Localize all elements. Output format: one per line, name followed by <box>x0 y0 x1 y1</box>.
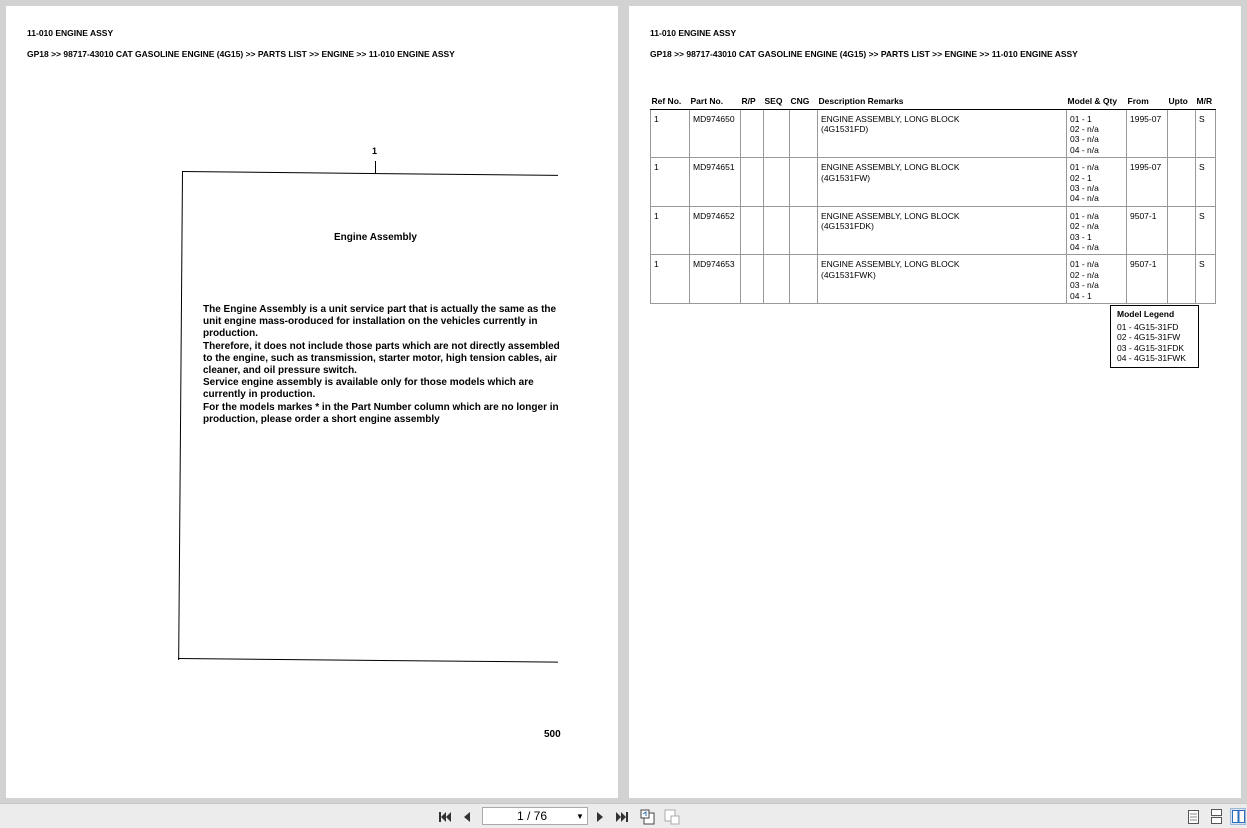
cell-model-qty: 01 - n/a 02 - n/a 03 - n/a 04 - 1 <box>1067 255 1127 304</box>
legend-item: 04 - 4G15-31FWK <box>1117 353 1186 363</box>
cell-mr: S <box>1196 255 1216 304</box>
cell-description: ENGINE ASSEMBLY, LONG BLOCK (4G1531FW) <box>818 158 1067 207</box>
left-page <box>6 6 618 798</box>
cell-seq <box>764 109 790 158</box>
legend-item: 02 - 4G15-31FW <box>1117 332 1181 342</box>
last-page-icon <box>615 811 629 823</box>
page-selector[interactable] <box>482 807 588 825</box>
cell-rp <box>741 158 764 207</box>
cell-rp <box>741 255 764 304</box>
cell-ref-no: 1 <box>651 255 690 304</box>
table-row[interactable] <box>651 206 1216 255</box>
cell-seq <box>764 255 790 304</box>
cell-mr: S <box>1196 109 1216 158</box>
right-page <box>629 6 1241 798</box>
go-forward-button[interactable] <box>663 808 681 825</box>
go-forward-icon <box>664 809 680 825</box>
cell-upto <box>1168 158 1196 207</box>
cell-mr: S <box>1196 158 1216 207</box>
legend-title: Model Legend <box>1117 309 1175 319</box>
model-legend <box>1110 305 1199 368</box>
prev-page-button[interactable] <box>460 808 474 825</box>
col-part-no: Part No. <box>690 93 741 109</box>
cell-rp <box>741 109 764 158</box>
cell-cng <box>790 158 818 207</box>
cell-from: 9507-1 <box>1127 206 1168 255</box>
cell-description: ENGINE ASSEMBLY, LONG BLOCK (4G1531FD) <box>818 109 1067 158</box>
go-back-icon <box>640 809 656 825</box>
cell-model-qty: 01 - n/a 02 - 1 03 - n/a 04 - n/a <box>1067 158 1127 207</box>
page-title: 11-010 ENGINE ASSY <box>650 28 737 38</box>
illustration-frame-bottom <box>178 658 558 663</box>
single-page-view-button[interactable] <box>1186 808 1200 825</box>
figure-page-number: 500 <box>544 729 561 740</box>
cell-cng <box>790 255 818 304</box>
legend-item: 03 - 4G15-31FDK <box>1117 342 1185 353</box>
single-page-view-icon <box>1188 810 1199 824</box>
continuous-view-button[interactable] <box>1209 808 1223 825</box>
cell-part-no[interactable]: MD974651 <box>690 158 741 207</box>
table-row[interactable] <box>651 255 1216 304</box>
cell-from: 1995-07 <box>1127 109 1168 158</box>
table-header-row <box>651 93 1216 109</box>
go-back-button[interactable] <box>639 808 657 825</box>
chevron-down-icon: ▼ <box>576 811 584 821</box>
cell-upto <box>1168 109 1196 158</box>
page-indicator: 1 / 76 <box>516 809 548 823</box>
cell-description: ENGINE ASSEMBLY, LONG BLOCK (4G1531FDK) <box>818 206 1067 255</box>
two-page-view-button[interactable] <box>1230 808 1246 825</box>
cell-from: 9507-1 <box>1127 255 1168 304</box>
first-page-button[interactable] <box>437 808 453 825</box>
continuous-view-icon <box>1211 809 1222 824</box>
cell-ref-no: 1 <box>651 109 690 158</box>
ref-callout-line <box>375 161 376 173</box>
breadcrumb: GP18 >> 98717-43010 CAT GASOLINE ENGINE (4G15) >> PARTS LIST >> ENGINE >> 11-010 ENGINE ASSY <box>27 49 455 59</box>
ref-callout-number[interactable]: 1 <box>372 146 378 156</box>
legend-item: 01 - 4G15-31FD <box>1117 321 1179 332</box>
col-seq: SEQ <box>764 93 790 109</box>
next-page-button[interactable] <box>593 808 607 825</box>
figure-title: Engine Assembly <box>334 232 417 243</box>
table-row[interactable] <box>651 158 1216 207</box>
cell-from: 1995-07 <box>1127 158 1168 207</box>
col-ref-no: Ref No. <box>651 93 690 109</box>
prev-page-icon <box>463 811 471 823</box>
cell-cng <box>790 206 818 255</box>
cell-seq <box>764 206 790 255</box>
cell-part-no[interactable]: MD974652 <box>690 206 741 255</box>
cell-ref-no: 1 <box>651 158 690 207</box>
next-page-icon <box>596 811 604 823</box>
first-page-icon <box>438 811 452 823</box>
cell-rp <box>741 206 764 255</box>
cell-upto <box>1168 255 1196 304</box>
cell-part-no[interactable]: MD974653 <box>690 255 741 304</box>
cell-upto <box>1168 206 1196 255</box>
illustration-frame-left <box>178 172 183 660</box>
breadcrumb: GP18 >> 98717-43010 CAT GASOLINE ENGINE (4G15) >> PARTS LIST >> ENGINE >> 11-010 ENGINE ASSY <box>650 49 1078 59</box>
cell-ref-no: 1 <box>651 206 690 255</box>
col-from: From <box>1127 93 1168 109</box>
cell-seq <box>764 158 790 207</box>
figure-description: The Engine Assembly is a unit service part that is actually the same as the unit engine mass-oroduced for installation on the vehicles currently in production. Therefore, it does not include those parts which are not directly assembled to the engine, such as transmission, starter motor, high tension cables, air cleaner, and oil pressure switch. Service engine assembly is available only for those models which are currently in production. For the models markes * in the Part Number column which are no longer in production, please order a short engine assembly <box>203 304 560 425</box>
cell-model-qty: 01 - 1 02 - n/a 03 - n/a 04 - n/a <box>1067 109 1127 158</box>
cell-model-qty: 01 - n/a 02 - n/a 03 - 1 04 - n/a <box>1067 206 1127 255</box>
two-page-view-icon <box>1232 810 1245 823</box>
illustration-frame-top <box>182 171 558 176</box>
cell-description: ENGINE ASSEMBLY, LONG BLOCK (4G1531FWK) <box>818 255 1067 304</box>
col-model-qty: Model & Qty <box>1067 93 1127 109</box>
parts-table <box>650 93 1216 304</box>
last-page-button[interactable] <box>614 808 630 825</box>
col-cng: CNG <box>790 93 818 109</box>
table-row[interactable] <box>651 109 1216 158</box>
viewer-toolbar <box>0 803 1247 828</box>
col-mr: M/R <box>1196 93 1216 109</box>
cell-mr: S <box>1196 206 1216 255</box>
col-rp: R/P <box>741 93 764 109</box>
cell-part-no[interactable]: MD974650 <box>690 109 741 158</box>
page-title: 11-010 ENGINE ASSY <box>27 28 114 38</box>
col-upto: Upto <box>1168 93 1196 109</box>
col-description: Description Remarks <box>818 93 1067 109</box>
cell-cng <box>790 109 818 158</box>
